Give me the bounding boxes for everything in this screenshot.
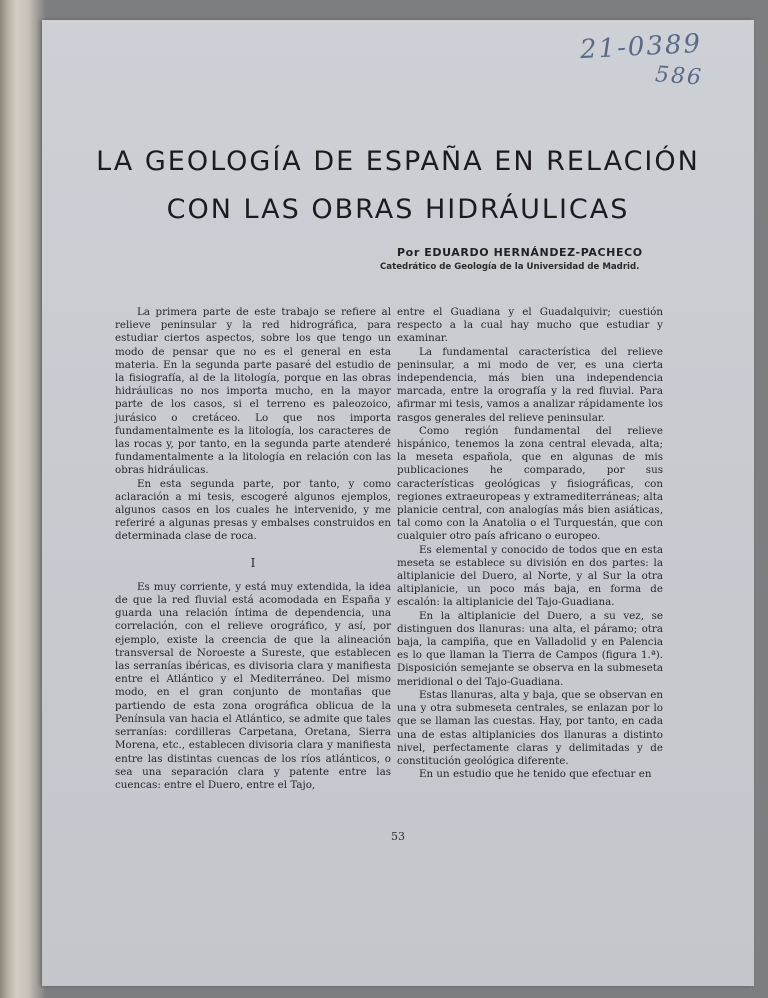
handwritten-note-catalog: 21-0389 [579,28,703,66]
paragraph: Estas llanuras, alta y baja, que se observan en una y otra submeseta centrales, se enlazan por lo que se llaman las cuestas. Hay, por tanto, en cada una de estas altiplanicies dos llanuras a distinto nivel, perfectamente claras y delimitadas y de constitución geológica diferente. [397,688,663,767]
paragraph: Como región fundamental del relieve hispánico, tenemos la zona central elevada, alta; la meseta española, que en algunas de mis publicaciones he comparado, por sus características geológicas y fisiográficas, con regiones extraeuropeas y extramediterráneas; alta planicie central, con analogías más bien asiáticas, tal como con la Anatolia o el Turquestán, que con cualquier otro país africano o europeo. [397,424,663,543]
paragraph: La primera parte de este trabajo se refiere al relieve peninsular y la red hidrográfica, para estudiar ciertos aspectos, sobre los que tengo un modo de pensar que no es el general en esta materia. En la segunda parte pasaré del estudio de la fisiografía, al de la litología, porque en las obras hidráulicas no nos importa mucho, en la mayor parte de los casos, si el terreno es paleozoico, jurásico o cretáceo. Lo que nos importa fundamentalmente es la litología, los caracteres de las rocas y, por tanto, en la segunda parte atenderé fundamentalmente a la litología en relación con las obras hidráulicas. [115,306,391,477]
paragraph: Es elemental y conocido de todos que en esta meseta se establece su división en dos partes: la altiplanicie del Duero, al Norte, y al Sur la otra altiplanicie, un poco más baja, en forma de escalón: la altiplanicie del Tajo-Guadiana. [397,543,663,609]
paragraph: entre el Guadiana y el Guadalquivir; cuestión respecto a la cual hay mucho que estudiar y examinar. [397,306,663,345]
paragraph: En esta segunda parte, por tanto, y como aclaración a mi tesis, escogeré algunos ejemplos, algunos casos en los cuales he intervenido, y me referiré a algunas presas y embalses construidos en determinada clase de roca. [115,477,391,543]
page-number: 53 [391,830,405,843]
title-line-2: CON LAS OBRAS HIDRÁULICAS [166,194,630,225]
left-column [115,306,391,792]
paragraph: La fundamental característica del relieve peninsular, a mi modo de ver, es una cierta independencia, más bien una independencia marcada, entre la orografía y la red fluvial. Para afirmar mi tesis, vamos a analizar rápidamente los rasgos generales del relieve peninsular. [397,345,663,424]
right-column [397,306,663,781]
document-page [42,20,754,986]
title-line-1: LA GEOLOGÍA DE ESPAÑA EN RELACIÓN [96,146,700,177]
paragraph: Es muy corriente, y está muy extendida, la idea de que la red fluvial está acomodada en España y guarda una relación íntima de dependencia, una correlación, con el relieve orográfico, y así, por ejemplo, existe la creencia de que la alineación transversal de Noroeste a Sureste, que establecen las serranías ibéricas, es divisoria clara y manifiesta entre el Atlántico y el Mediterráneo. Del mismo modo, en el gran conjunto de montañas que partiendo de esta zona orográfica oblicua de la Península van hacia el Atlántico, se admite que tales serranías: cordilleras Carpetana, Oretana, Sierra Morena, etc., establecen divisoria clara y manifiesta entre las distintas cuencas de los ríos atlánticos, o sea una separación clara y patente entre las cuencas: entre el Duero, entre el Tajo, [115,580,391,791]
handwritten-note-number: 586 [654,62,704,91]
author-affiliation: Catedrático de Geología de la Universidad de Madrid. [380,262,640,272]
author-byline: Por EDUARDO HERNÁNDEZ-PACHECO [397,246,643,259]
paragraph: En un estudio que he tenido que efectuar en [419,768,652,781]
section-heading: I [250,555,256,570]
paragraph: En la altiplanicie del Duero, a su vez, se distinguen dos llanuras: una alta, el páramo; otra baja, la campiña, que en Valladolid y en Palencia es lo que llaman la Tierra de Campos (figura 1.ª). Disposición semejante se observa en la submeseta meridional o del Tajo-Guadiana. [397,609,663,688]
